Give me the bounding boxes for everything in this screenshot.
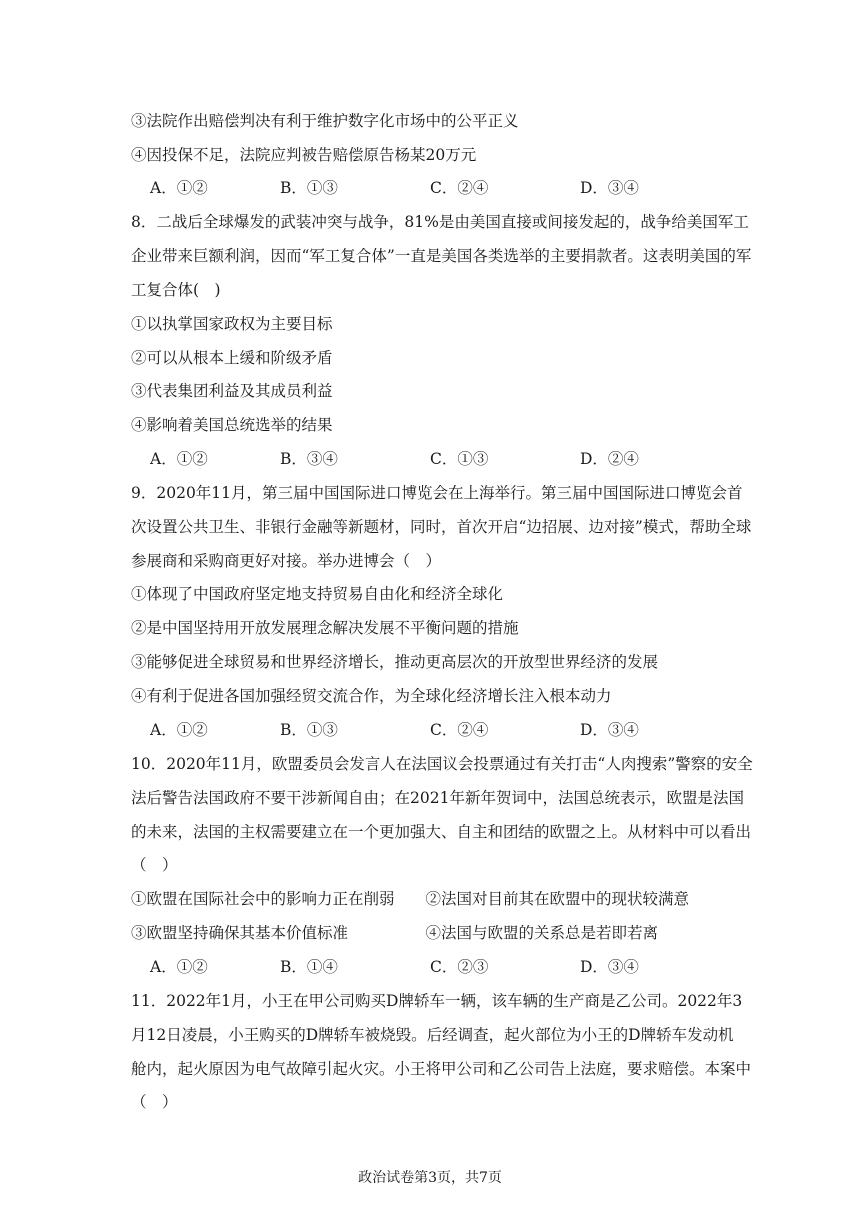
q9-item-3: ③能够促进全球贸易和世界经济增长，推动更高层次的开放型世界经济的发展 [131,653,659,671]
q10-stem-line-1: 10．2020年11月，欧盟委员会发言人在法国议会投票通过有关打击“人肉搜索”警察的安全 [131,755,753,773]
q7-option-d[interactable]: D．③④ [580,179,639,197]
page-footer: 政治试卷第3页，共7页 [358,1170,502,1186]
q9-stem-line-1: 9．2020年11月，第三届中国国际进口博览会在上海举行。第三届中国国际进口博览会首 [131,484,743,502]
q8-option-d[interactable]: D．②④ [580,450,639,468]
q9-option-c[interactable]: C．②④ [430,721,489,739]
q7-option-b[interactable]: B．①③ [280,179,338,197]
q10-option-a[interactable]: A．①② [150,958,208,976]
q8-item-1: ①以执掌国家政权为主要目标 [131,315,333,333]
q9-option-d[interactable]: D．③④ [580,721,639,739]
q10-options [150,957,750,977]
q10-items-row-2: ③欧盟坚持确保其基本价值标准 ④法国与欧盟的关系总是若即若离 [131,924,659,942]
q8-option-a[interactable]: A．①② [150,450,208,468]
q7-item-3: ③法院作出赔偿判决有利于维护数字化市场中的公平正义 [131,112,519,130]
q8-item-2: ②可以从根本上缓和阶级矛盾 [131,349,333,367]
q8-stem-line-2: 企业带来巨额利润，因而“军工复合体”一直是美国各类选举的主要捐款者。这表明美国的军 [131,247,752,265]
q10-option-d[interactable]: D．③④ [580,958,639,976]
q10-items-row-1: ①欧盟在国际社会中的影响力正在削弱 ②法国对目前其在欧盟中的现状较满意 [131,890,690,908]
q7-option-c[interactable]: C．②④ [430,179,489,197]
q10-option-c[interactable]: C．②③ [430,958,489,976]
q9-options [150,720,750,740]
q10-stem-line-4: （ ） [131,856,178,874]
q9-stem-line-3: 参展商和采购商更好对接。举办进博会（ ） [131,552,442,570]
q9-option-b[interactable]: B．①③ [280,721,338,739]
q7-option-a[interactable]: A．①② [150,179,208,197]
q8-stem-line-3: 工复合体( ) [131,281,221,299]
q8-stem-line-1: 8．二战后全球爆发的武装冲突与战争，81%是由美国直接或间接发起的，战争给美国军工 [131,213,749,231]
q9-item-2: ②是中国坚持用开放发展理念解决发展不平衡问题的措施 [131,619,519,637]
q8-option-b[interactable]: B．③④ [280,450,338,468]
q10-stem-line-3: 的未来，法国的主权需要建立在一个更加强大、自主和团结的欧盟之上。从材料中可以看出 [131,823,752,841]
q11-stem-line-3: 舱内，起火原因为电气故障引起火灾。小王将甲公司和乙公司告上法庭，要求赔偿。本案中 [131,1060,752,1078]
q9-item-4: ④有利于促进各国加强经贸交流合作，为全球化经济增长注入根本动力 [131,687,612,705]
q9-option-a[interactable]: A．①② [150,721,208,739]
q7-options [150,178,750,198]
q9-stem-line-2: 次设置公共卫生、非银行金融等新题材，同时，首次开启“边招展、边对接”模式，帮助全球 [131,518,752,536]
q9-item-1: ①体现了中国政府坚定地支持贸易自由化和经济全球化 [131,585,504,603]
q10-stem-line-2: 法后警告法国政府不要干涉新闻自由；在2021年新年贺词中，法国总统表示，欧盟是法国 [131,789,744,807]
q7-item-4: ④因投保不足，法院应判被告赔偿原告杨某20万元 [131,146,477,164]
q10-option-b[interactable]: B．①④ [280,958,338,976]
q11-stem-line-4: （ ） [131,1093,178,1111]
q11-stem-line-1: 11．2022年1月，小王在甲公司购买D牌轿车一辆，该车辆的生产商是乙公司。2022年3 [131,992,743,1010]
q11-stem-line-2: 月12日凌晨，小王购买的D牌轿车被烧毁。后经调查，起火部位为小王的D牌轿车发动机 [131,1026,734,1044]
q8-option-c[interactable]: C．①③ [430,450,489,468]
q8-item-3: ③代表集团利益及其成员利益 [131,382,333,400]
q8-options [150,449,750,469]
q8-item-4: ④影响着美国总统选举的结果 [131,416,333,434]
